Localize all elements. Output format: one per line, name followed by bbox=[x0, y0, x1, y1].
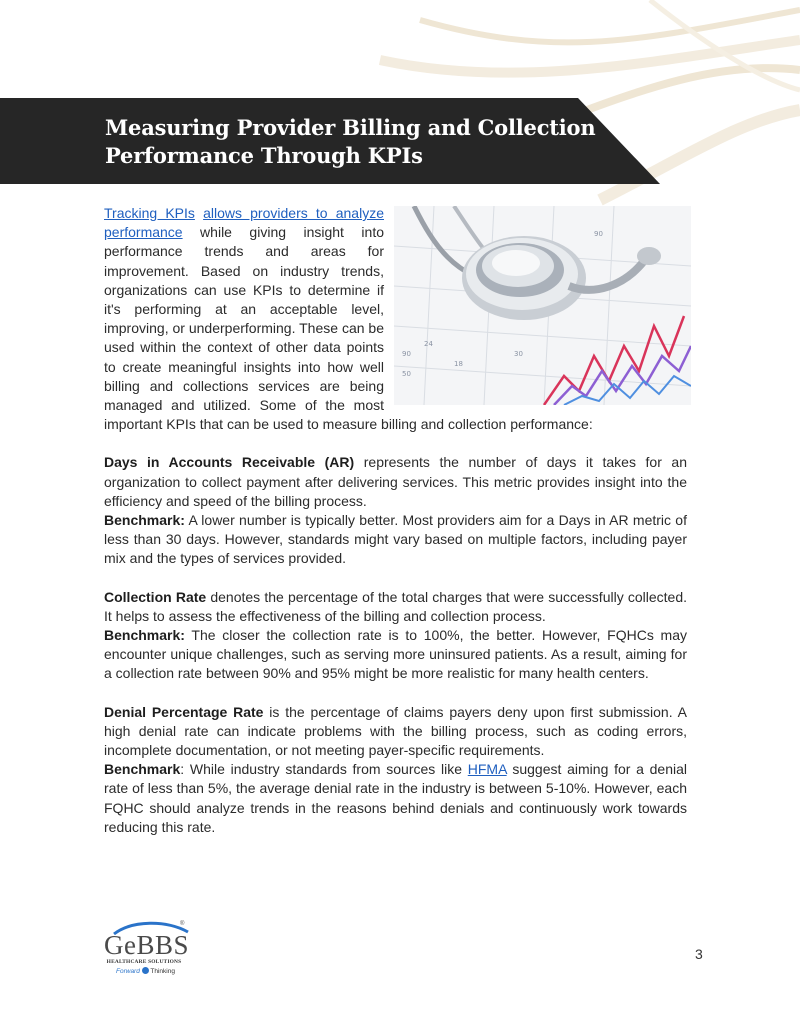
denial-benchmark-text-pre: : While industry standards from sources like bbox=[180, 761, 468, 778]
logo-tag-forward: Forward bbox=[116, 968, 140, 975]
svg-text:50: 50 bbox=[402, 370, 411, 378]
benchmark-label: Benchmark: bbox=[104, 512, 185, 529]
denial-rate-term: Denial Percentage Rate bbox=[104, 703, 264, 720]
main-content bbox=[104, 204, 687, 837]
collection-rate-benchmark-text: The closer the collection rate is to 100%, the better. However, FQHCs may encounter unique challenges, such as serving more uninsured patients. As a result, aiming for a collection rate between 90% and 95% might be more realistic for many health centers. bbox=[104, 627, 687, 682]
collection-rate-definition bbox=[104, 588, 687, 626]
collection-rate-benchmark bbox=[104, 626, 687, 684]
svg-text:90: 90 bbox=[594, 230, 603, 238]
page-title: Measuring Provider Billing and Collection Performance Through KPIs bbox=[105, 115, 596, 168]
svg-text:18: 18 bbox=[454, 360, 463, 368]
svg-text:24: 24 bbox=[424, 340, 433, 348]
collection-rate-definition-text: denotes the percentage of the total charges that were successfully collected. It helps to assess the effectiveness of the billing and collection process. bbox=[104, 588, 688, 624]
registered-mark: ® bbox=[180, 921, 185, 927]
logo-tag-thinking: Thinking bbox=[150, 968, 175, 975]
analyze-performance-link[interactable]: allows providers to analyze performance bbox=[104, 205, 384, 241]
collection-rate-term: Collection Rate bbox=[104, 588, 207, 605]
hfma-link[interactable]: HFMA bbox=[467, 761, 507, 778]
gebbs-logo bbox=[92, 918, 202, 988]
intro-text: while giving insight into performance trends and areas for improvement. Based on industry trends, organizations can use KPIs to determine if it's performing at an acceptable level, improving, or underperforming. These can be used within the context of other data points to create meaningful insights into how well billing and collections services are being managed and utilized. Some of the most important KPIs that can be used to measure billing and collection performance: bbox=[104, 224, 593, 433]
denial-benchmark-text-post: suggest aiming for a denial rate of less than 5%, the average denial rate in the industry is between 5-10%. However, each FQHC should analyze trends in the reasons behind denials and continuously work towards reducing this rate. bbox=[104, 761, 688, 835]
logo-name: GeBBS bbox=[104, 930, 190, 960]
denial-rate-definition-text: is the percentage of claims payers deny upon first submission. A high denial rate can indicate problems with the billing process, such as coding errors, incomplete documentation, or not meeting payer-specific requirements. bbox=[104, 703, 687, 759]
benchmark-label: Benchmark bbox=[104, 761, 181, 778]
logo-dot-icon bbox=[142, 967, 149, 974]
days-ar-benchmark-text: A lower number is typically better. Most providers aim for a Days in AR metric of less than 30 days. However, standards might vary based on multiple factors, including payer mix and the types of services provided. bbox=[104, 512, 687, 567]
logo-tagline bbox=[116, 967, 175, 975]
svg-text:90: 90 bbox=[402, 350, 411, 358]
denial-rate-definition bbox=[104, 703, 687, 761]
svg-text:30: 30 bbox=[514, 350, 523, 358]
logo-subtitle: HEALTHCARE SOLUTIONS bbox=[106, 959, 182, 965]
days-ar-term: Days in Accounts Receivable (AR) bbox=[104, 454, 355, 471]
benchmark-label: Benchmark: bbox=[104, 627, 185, 644]
days-ar-definition-text: represents the number of days it takes for an organization to collect payment after delivering services. This metric provides insight into the efficiency and speed of the billing process. bbox=[104, 454, 687, 509]
stethoscope-chart-photo bbox=[394, 206, 691, 405]
tracking-kpis-link[interactable]: Tracking KPIs bbox=[104, 205, 195, 221]
days-ar-definition bbox=[104, 453, 687, 511]
denial-rate-benchmark bbox=[104, 760, 687, 837]
page-number: 3 bbox=[695, 946, 703, 962]
days-ar-benchmark bbox=[104, 511, 687, 569]
